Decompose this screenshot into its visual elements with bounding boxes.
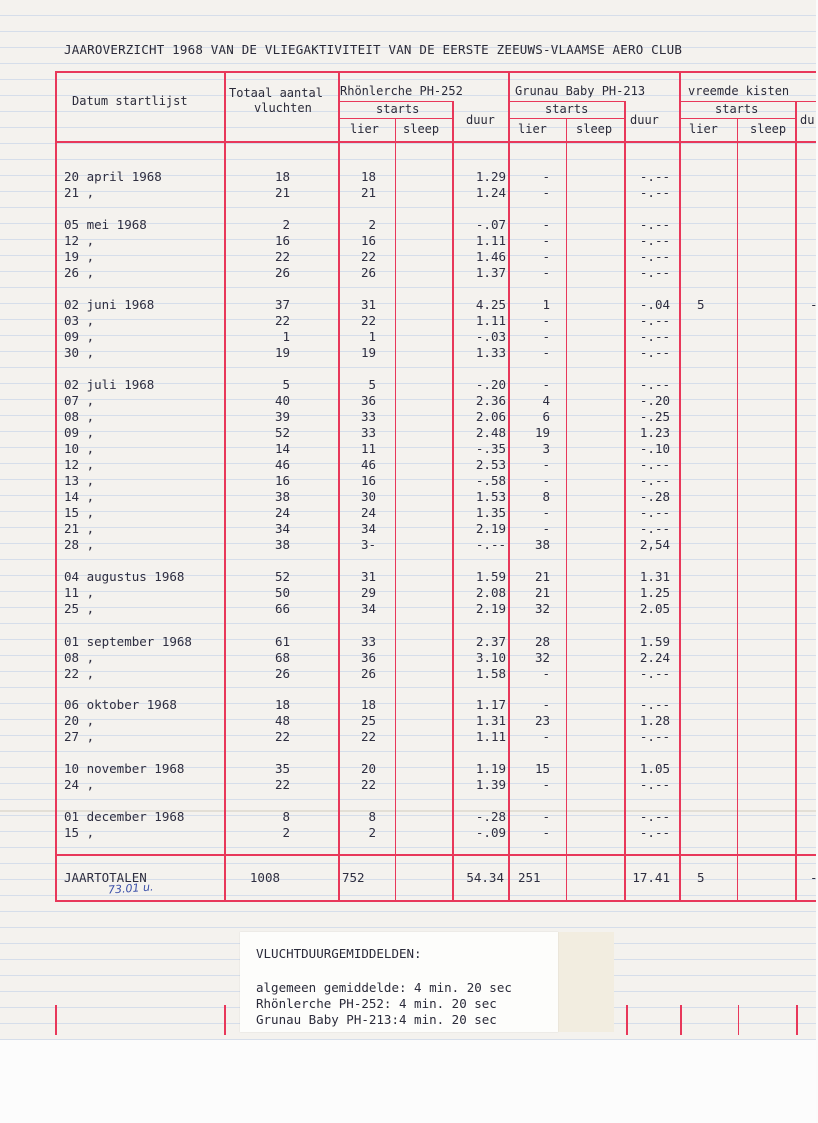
row-total: 22 bbox=[274, 729, 290, 744]
scan-background bbox=[0, 1040, 816, 1123]
row-date: 01 december 1968 bbox=[64, 809, 185, 824]
row-date: 02 juni 1968 bbox=[64, 297, 155, 312]
row-date: 01 september 1968 bbox=[64, 634, 192, 649]
document-title: JAAROVERZICHT 1968 VAN DE VLIEGAKTIVITEIT VAN DE EERSTE ZEEUWS-VLAAMSE AERO CLUB bbox=[64, 42, 683, 57]
row-grunau-lier: 28 bbox=[534, 634, 550, 649]
row-grunau-duur: -.-- bbox=[639, 505, 670, 520]
row-rhon-duur: 3.10 bbox=[475, 650, 506, 665]
row-date: 21 , bbox=[64, 185, 95, 200]
row-rhon-duur: 1.17 bbox=[475, 697, 506, 712]
rule-lower-left bbox=[55, 1005, 57, 1035]
row-grunau-lier: - bbox=[542, 329, 550, 344]
row-date: 30 , bbox=[64, 345, 95, 360]
totals-total: 1008 bbox=[249, 870, 280, 885]
row-date: 13 , bbox=[64, 473, 95, 488]
row-date: 14 , bbox=[64, 489, 95, 504]
averages-line-rhonlerche: Rhönlerche PH-252: 4 min. 20 sec bbox=[256, 996, 497, 1011]
row-rhon-duur: 2.36 bbox=[475, 393, 506, 408]
rule-lower-total bbox=[224, 1005, 226, 1035]
row-grunau-duur: -.-- bbox=[639, 249, 670, 264]
averages-heading: VLUCHTDUURGEMIDDELDEN: bbox=[256, 946, 422, 961]
row-rhon-lier: 22 bbox=[360, 729, 376, 744]
row-rhon-lier: 8 bbox=[368, 809, 376, 824]
row-grunau-duur: -.20 bbox=[639, 393, 670, 408]
rule-grunau-starts bbox=[510, 118, 624, 119]
header-vreemde-lier: lier bbox=[689, 122, 718, 136]
row-rhon-lier: 11 bbox=[360, 441, 376, 456]
row-total: 16 bbox=[274, 473, 290, 488]
totals-vreemde-duur: - bbox=[810, 870, 818, 885]
row-grunau-lier: - bbox=[542, 217, 550, 232]
rule-col-vreemde-duur bbox=[795, 101, 797, 902]
row-date: 21 , bbox=[64, 521, 95, 536]
row-date: 12 , bbox=[64, 457, 95, 472]
row-rhon-duur: 2.48 bbox=[475, 425, 506, 440]
row-rhon-lier: 16 bbox=[360, 473, 376, 488]
row-rhon-lier: 30 bbox=[360, 489, 376, 504]
row-total: 34 bbox=[274, 521, 290, 536]
row-grunau-lier: 38 bbox=[534, 537, 550, 552]
row-rhon-lier: 36 bbox=[360, 650, 376, 665]
row-total: 26 bbox=[274, 265, 290, 280]
row-date: 07 , bbox=[64, 393, 95, 408]
row-grunau-duur: 1.23 bbox=[639, 425, 670, 440]
header-grunau-duur: duur bbox=[630, 113, 659, 127]
header-rhonlerche: Rhönlerche PH-252 bbox=[340, 84, 463, 98]
row-rhon-lier: 46 bbox=[360, 457, 376, 472]
totals-rhon-duur: 54.34 bbox=[466, 870, 504, 885]
row-total: 46 bbox=[274, 457, 290, 472]
row-grunau-duur: -.-- bbox=[639, 265, 670, 280]
row-total: 22 bbox=[274, 313, 290, 328]
rule-lower-grunau bbox=[626, 1005, 628, 1035]
row-grunau-lier: - bbox=[542, 233, 550, 248]
row-grunau-lier: - bbox=[542, 473, 550, 488]
row-rhon-duur: -.28 bbox=[475, 809, 506, 824]
row-date: 11 , bbox=[64, 585, 95, 600]
row-date: 25 , bbox=[64, 601, 95, 616]
handwritten-note: 73.01 u. bbox=[107, 880, 154, 897]
row-grunau-lier: - bbox=[542, 825, 550, 840]
row-grunau-duur: 2.24 bbox=[639, 650, 670, 665]
row-rhon-lier: 34 bbox=[360, 601, 376, 616]
rule-col-rhon-sleep bbox=[395, 118, 396, 902]
header-rhon-starts: starts bbox=[376, 102, 420, 116]
row-rhon-duur: 1.24 bbox=[475, 185, 506, 200]
rule-header-bottom bbox=[55, 141, 816, 143]
row-total: 52 bbox=[274, 425, 290, 440]
rule-top bbox=[55, 71, 816, 73]
row-grunau-duur: -.-- bbox=[639, 329, 670, 344]
row-date: 10 november 1968 bbox=[64, 761, 185, 776]
row-rhon-duur: 1.39 bbox=[475, 777, 506, 792]
header-rhon-lier: lier bbox=[350, 122, 379, 136]
row-grunau-lier: - bbox=[542, 697, 550, 712]
row-grunau-duur: -.-- bbox=[639, 666, 670, 681]
row-rhon-lier: 21 bbox=[360, 185, 376, 200]
row-date: 28 , bbox=[64, 537, 95, 552]
row-total: 18 bbox=[274, 169, 290, 184]
row-rhon-duur: 1.46 bbox=[475, 249, 506, 264]
row-grunau-lier: 21 bbox=[534, 585, 550, 600]
rule-left bbox=[55, 71, 57, 902]
row-rhon-duur: -.58 bbox=[475, 473, 506, 488]
averages-line-grunau: Grunau Baby PH-213:4 min. 20 sec bbox=[256, 1012, 497, 1027]
row-grunau-lier: - bbox=[542, 377, 550, 392]
averages-line-general: algemeen gemiddelde: 4 min. 20 sec bbox=[256, 980, 512, 995]
row-total: 38 bbox=[274, 489, 290, 504]
row-grunau-duur: 2,54 bbox=[639, 537, 670, 552]
row-total: 21 bbox=[274, 185, 290, 200]
row-grunau-lier: 8 bbox=[542, 489, 550, 504]
row-grunau-duur: -.-- bbox=[639, 169, 670, 184]
row-rhon-duur: 1.11 bbox=[475, 233, 506, 248]
row-rhon-duur: -.03 bbox=[475, 329, 506, 344]
rule-vreemde-starts bbox=[680, 118, 796, 119]
header-rhon-duur: duur bbox=[466, 113, 495, 127]
totals-grunau-duur: 17.41 bbox=[632, 870, 670, 885]
row-rhon-duur: -.35 bbox=[475, 441, 506, 456]
rule-col-grunau-sleep bbox=[566, 118, 567, 902]
row-grunau-duur: 1.25 bbox=[639, 585, 670, 600]
row-grunau-duur: -.-- bbox=[639, 217, 670, 232]
row-grunau-duur: -.-- bbox=[639, 185, 670, 200]
row-grunau-lier: - bbox=[542, 505, 550, 520]
row-grunau-lier: - bbox=[542, 249, 550, 264]
row-date: 10 , bbox=[64, 441, 95, 456]
row-rhon-duur: -.20 bbox=[475, 377, 506, 392]
row-date: 04 augustus 1968 bbox=[64, 569, 185, 584]
row-date: 12 , bbox=[64, 233, 95, 248]
row-rhon-lier: 34 bbox=[360, 521, 376, 536]
row-total: 19 bbox=[274, 345, 290, 360]
row-grunau-lier: - bbox=[542, 729, 550, 744]
row-grunau-duur: -.28 bbox=[639, 489, 670, 504]
row-rhon-duur: 1.11 bbox=[475, 313, 506, 328]
row-rhon-lier: 31 bbox=[360, 569, 376, 584]
rule-col-rhon-duur bbox=[452, 101, 454, 902]
header-datum: Datum startlijst bbox=[72, 94, 188, 108]
row-total: 38 bbox=[274, 537, 290, 552]
row-grunau-duur: 1.59 bbox=[639, 634, 670, 649]
row-grunau-duur: -.-- bbox=[639, 809, 670, 824]
row-date: 08 , bbox=[64, 409, 95, 424]
row-date: 27 , bbox=[64, 729, 95, 744]
row-grunau-duur: -.-- bbox=[639, 313, 670, 328]
row-grunau-lier: - bbox=[542, 313, 550, 328]
rule-totals-top bbox=[55, 854, 816, 856]
row-total: 26 bbox=[274, 666, 290, 681]
row-grunau-lier: 15 bbox=[534, 761, 550, 776]
header-vreemde-starts: starts bbox=[715, 102, 759, 116]
row-rhon-lier: 18 bbox=[360, 697, 376, 712]
row-grunau-duur: 1.05 bbox=[639, 761, 670, 776]
row-grunau-lier: - bbox=[542, 777, 550, 792]
row-total: 14 bbox=[274, 441, 290, 456]
row-rhon-duur: 2.08 bbox=[475, 585, 506, 600]
row-rhon-duur: 4.25 bbox=[475, 297, 506, 312]
row-rhon-lier: 16 bbox=[360, 233, 376, 248]
row-rhon-duur: 2.37 bbox=[475, 634, 506, 649]
row-total: 16 bbox=[274, 233, 290, 248]
row-rhon-duur: -.-- bbox=[475, 537, 506, 552]
row-rhon-lier: 33 bbox=[360, 425, 376, 440]
row-grunau-lier: - bbox=[542, 185, 550, 200]
header-vreemde-duur: du bbox=[800, 113, 815, 127]
slip-shadow bbox=[556, 932, 614, 1032]
row-total: 22 bbox=[274, 777, 290, 792]
row-rhon-duur: 2.53 bbox=[475, 457, 506, 472]
row-rhon-duur: 1.59 bbox=[475, 569, 506, 584]
row-date: 08 , bbox=[64, 650, 95, 665]
row-rhon-lier: 2 bbox=[368, 825, 376, 840]
row-grunau-duur: 2.05 bbox=[639, 601, 670, 616]
row-date: 05 mei 1968 bbox=[64, 217, 147, 232]
row-grunau-lier: - bbox=[542, 521, 550, 536]
row-rhon-lier: 25 bbox=[360, 713, 376, 728]
row-rhon-lier: 33 bbox=[360, 634, 376, 649]
row-grunau-lier: - bbox=[542, 169, 550, 184]
row-rhon-lier: 31 bbox=[360, 297, 376, 312]
row-grunau-duur: 1.28 bbox=[639, 713, 670, 728]
row-grunau-duur: -.-- bbox=[639, 457, 670, 472]
row-date: 03 , bbox=[64, 313, 95, 328]
row-grunau-duur: -.-- bbox=[639, 825, 670, 840]
row-rhon-lier: 1 bbox=[368, 329, 376, 344]
row-date: 06 oktober 1968 bbox=[64, 697, 177, 712]
totals-grunau-lier: 251 bbox=[518, 870, 541, 885]
row-date: 02 juli 1968 bbox=[64, 377, 155, 392]
row-rhon-duur: 1.33 bbox=[475, 345, 506, 360]
row-grunau-duur: -.-- bbox=[639, 233, 670, 248]
row-grunau-duur: -.-- bbox=[639, 521, 670, 536]
row-grunau-duur: -.-- bbox=[639, 777, 670, 792]
row-grunau-lier: - bbox=[542, 457, 550, 472]
row-rhon-duur: 1.29 bbox=[475, 169, 506, 184]
row-date: 15 , bbox=[64, 825, 95, 840]
row-rhon-duur: 1.31 bbox=[475, 713, 506, 728]
row-rhon-duur: 1.35 bbox=[475, 505, 506, 520]
row-rhon-duur: -.07 bbox=[475, 217, 506, 232]
header-grunau-sleep: sleep bbox=[576, 122, 613, 136]
totals-vreemde-lier: 5 bbox=[697, 870, 705, 885]
row-grunau-lier: - bbox=[542, 265, 550, 280]
header-vreemde: vreemde kisten bbox=[688, 84, 790, 98]
row-total: 66 bbox=[274, 601, 290, 616]
header-totaal-line2: vluchten bbox=[254, 101, 312, 115]
row-total: 5 bbox=[282, 377, 290, 392]
row-grunau-duur: -.04 bbox=[639, 297, 670, 312]
row-rhon-duur: 1.11 bbox=[475, 729, 506, 744]
row-grunau-duur: -.-- bbox=[639, 697, 670, 712]
row-grunau-duur: -.10 bbox=[639, 441, 670, 456]
row-grunau-duur: -.25 bbox=[639, 409, 670, 424]
row-total: 48 bbox=[274, 713, 290, 728]
row-grunau-duur: -.-- bbox=[639, 345, 670, 360]
header-grunau: Grunau Baby PH-213 bbox=[515, 84, 646, 98]
rule-col-vreemde-sleep bbox=[737, 118, 738, 902]
row-total: 1 bbox=[282, 329, 290, 344]
row-total: 24 bbox=[274, 505, 290, 520]
row-rhon-lier: 3- bbox=[360, 537, 376, 552]
row-grunau-lier: 1 bbox=[542, 297, 550, 312]
row-grunau-lier: - bbox=[542, 345, 550, 360]
row-rhon-lier: 19 bbox=[360, 345, 376, 360]
header-totaal-line1: Totaal aantal bbox=[229, 86, 323, 100]
row-total: 37 bbox=[274, 297, 290, 312]
row-vreemde-duur: - bbox=[810, 297, 818, 312]
row-total: 35 bbox=[274, 761, 290, 776]
row-total: 8 bbox=[282, 809, 290, 824]
row-rhon-lier: 22 bbox=[360, 249, 376, 264]
header-vreemde-sleep: sleep bbox=[750, 122, 787, 136]
row-total: 2 bbox=[282, 217, 290, 232]
row-total: 39 bbox=[274, 409, 290, 424]
rule-col-vreemde bbox=[679, 71, 681, 902]
row-date: 09 , bbox=[64, 329, 95, 344]
row-date: 20 , bbox=[64, 713, 95, 728]
row-grunau-duur: -.-- bbox=[639, 473, 670, 488]
row-date: 09 , bbox=[64, 425, 95, 440]
rule-lower-sleep bbox=[738, 1005, 739, 1035]
row-total: 2 bbox=[282, 825, 290, 840]
row-rhon-lier: 29 bbox=[360, 585, 376, 600]
row-rhon-duur: 1.19 bbox=[475, 761, 506, 776]
totals-label: JAARTOTALEN bbox=[64, 870, 147, 885]
rule-lower-vreemde bbox=[680, 1005, 682, 1035]
row-date: 24 , bbox=[64, 777, 95, 792]
row-rhon-lier: 2 bbox=[368, 217, 376, 232]
row-rhon-lier: 24 bbox=[360, 505, 376, 520]
row-grunau-lier: - bbox=[542, 809, 550, 824]
row-total: 50 bbox=[274, 585, 290, 600]
row-rhon-duur: 2.19 bbox=[475, 601, 506, 616]
row-rhon-duur: 1.58 bbox=[475, 666, 506, 681]
row-grunau-lier: 32 bbox=[534, 601, 550, 616]
row-grunau-lier: - bbox=[542, 666, 550, 681]
rule-totals-bottom bbox=[55, 900, 816, 902]
row-date: 22 , bbox=[64, 666, 95, 681]
row-grunau-duur: 1.31 bbox=[639, 569, 670, 584]
row-rhon-lier: 22 bbox=[360, 313, 376, 328]
row-grunau-lier: 6 bbox=[542, 409, 550, 424]
row-date: 20 april 1968 bbox=[64, 169, 162, 184]
row-grunau-lier: 4 bbox=[542, 393, 550, 408]
row-rhon-lier: 33 bbox=[360, 409, 376, 424]
rule-col-total bbox=[224, 71, 226, 902]
header-grunau-starts: starts bbox=[545, 102, 589, 116]
row-rhon-lier: 26 bbox=[360, 265, 376, 280]
row-rhon-duur: 1.37 bbox=[475, 265, 506, 280]
row-rhon-lier: 26 bbox=[360, 666, 376, 681]
row-rhon-lier: 20 bbox=[360, 761, 376, 776]
row-rhon-lier: 18 bbox=[360, 169, 376, 184]
row-rhon-lier: 36 bbox=[360, 393, 376, 408]
row-total: 22 bbox=[274, 249, 290, 264]
row-total: 68 bbox=[274, 650, 290, 665]
row-rhon-lier: 22 bbox=[360, 777, 376, 792]
row-rhon-duur: 1.53 bbox=[475, 489, 506, 504]
row-rhon-duur: 2.06 bbox=[475, 409, 506, 424]
row-rhon-lier: 5 bbox=[368, 377, 376, 392]
row-grunau-lier: 3 bbox=[542, 441, 550, 456]
header-grunau-lier: lier bbox=[518, 122, 547, 136]
row-date: 15 , bbox=[64, 505, 95, 520]
row-total: 52 bbox=[274, 569, 290, 584]
row-total: 40 bbox=[274, 393, 290, 408]
row-grunau-lier: 32 bbox=[534, 650, 550, 665]
row-total: 18 bbox=[274, 697, 290, 712]
row-total: 61 bbox=[274, 634, 290, 649]
row-grunau-lier: 19 bbox=[534, 425, 550, 440]
row-grunau-duur: -.-- bbox=[639, 729, 670, 744]
row-rhon-duur: -.09 bbox=[475, 825, 506, 840]
row-date: 19 , bbox=[64, 249, 95, 264]
averages-slip bbox=[240, 932, 558, 1032]
row-rhon-duur: 2.19 bbox=[475, 521, 506, 536]
row-grunau-lier: 21 bbox=[534, 569, 550, 584]
rule-lower-duur bbox=[796, 1005, 798, 1035]
row-grunau-duur: -.-- bbox=[639, 377, 670, 392]
row-date: 26 , bbox=[64, 265, 95, 280]
header-rhon-sleep: sleep bbox=[403, 122, 440, 136]
row-vreemde-lier: 5 bbox=[697, 297, 705, 312]
row-grunau-lier: 23 bbox=[534, 713, 550, 728]
totals-rhon-lier: 752 bbox=[342, 870, 365, 885]
